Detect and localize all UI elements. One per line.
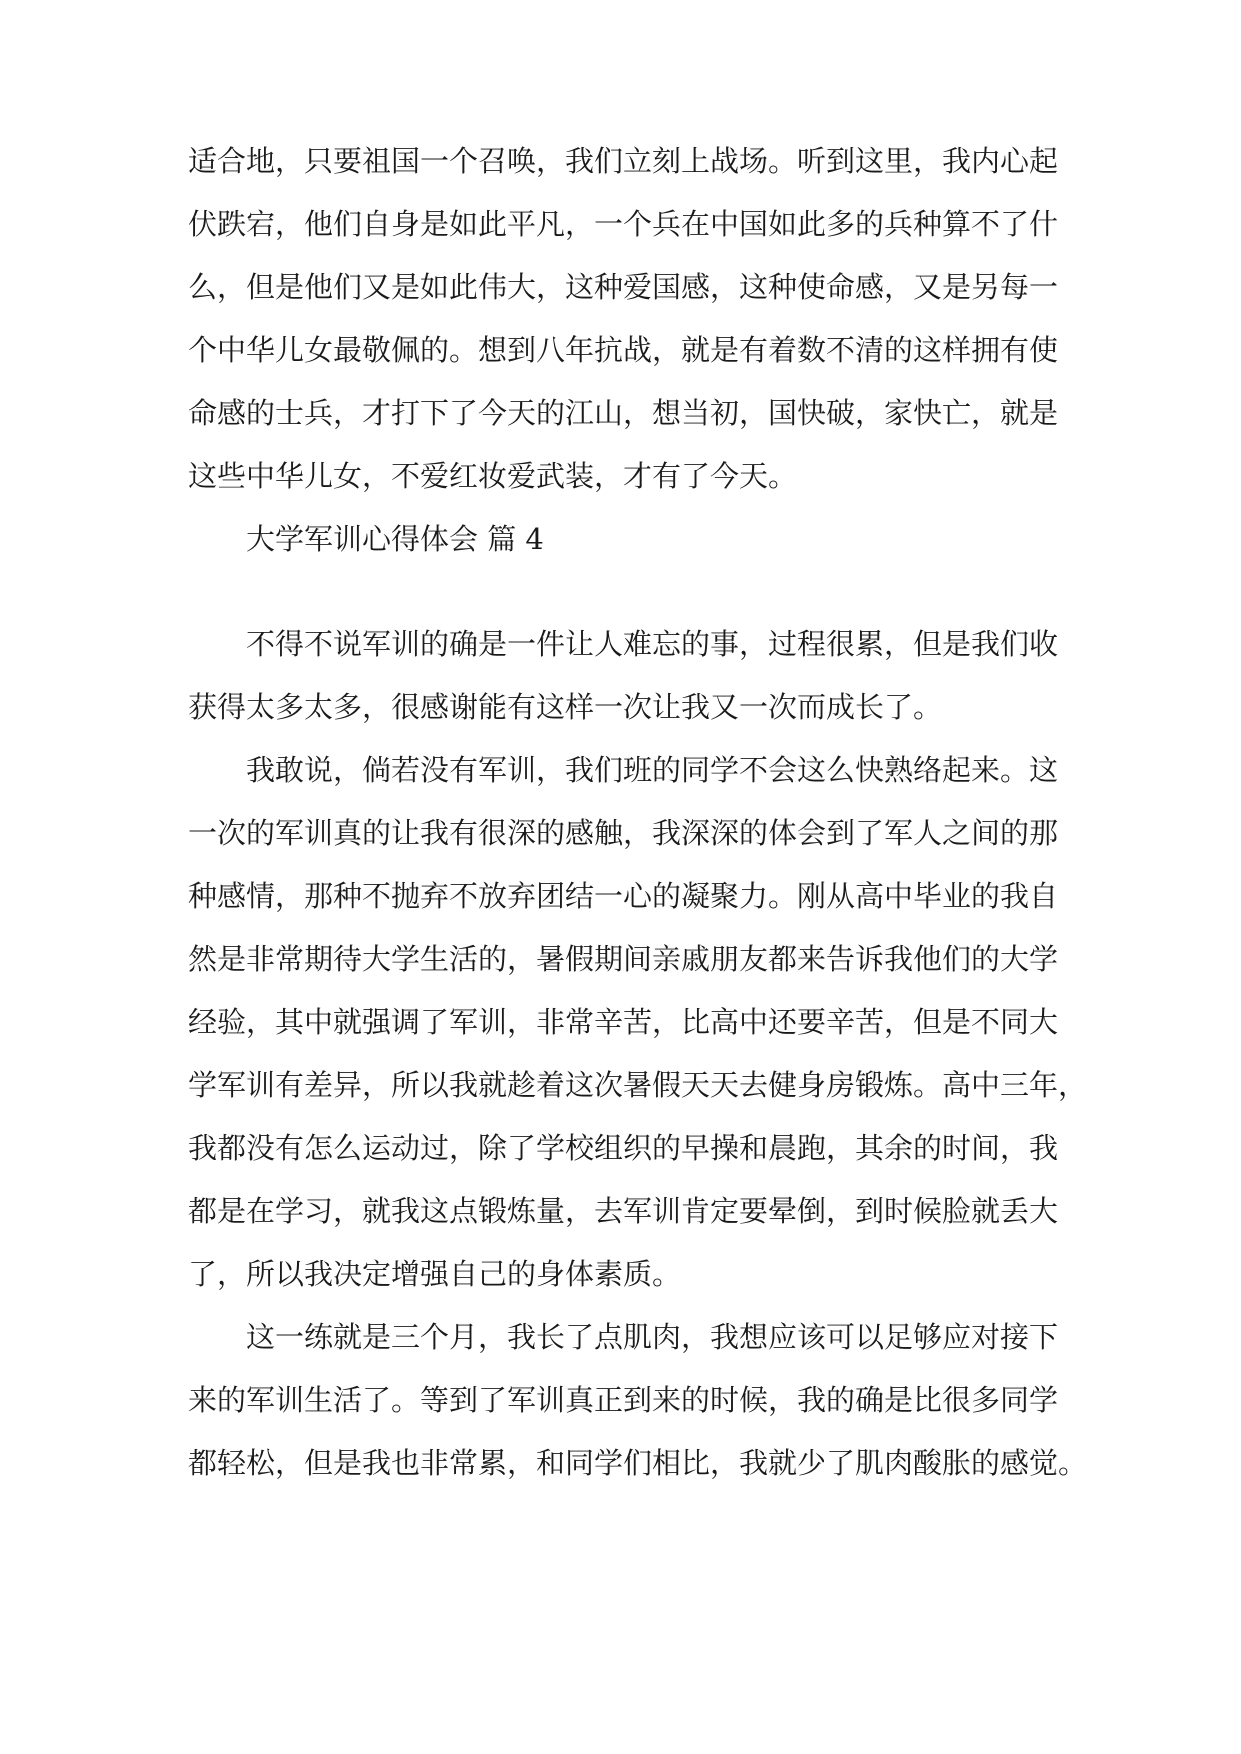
text-line: 我都没有怎么运动过，除了学校组织的早操和晨跑，其余的时间，我: [188, 1131, 1059, 1165]
text-line: 都轻松，但是我也非常累，和同学们相比，我就少了肌肉酸胀的感觉。: [188, 1446, 1088, 1480]
text-line: 都是在学习，就我这点锻炼量，去军训肯定要晕倒，到时候脸就丢大: [188, 1194, 1059, 1228]
text-line: 种感情，那种不抛弃不放弃团结一心的凝聚力。刚从高中毕业的我自: [188, 879, 1059, 913]
section-heading: 大学军训心得体会 篇 4: [246, 522, 544, 556]
text-line: 了，所以我决定增强自己的身体素质。: [188, 1257, 682, 1291]
text-line: 来的军训生活了。等到了军训真正到来的时候，我的确是比很多同学: [188, 1383, 1059, 1417]
text-line: 获得太多太多，很感谢能有这样一次让我又一次而成长了。: [188, 690, 943, 724]
text-line: 我敢说，倘若没有军训，我们班的同学不会这么快熟络起来。这: [246, 753, 1059, 787]
text-line: 学军训有差异，所以我就趁着这次暑假天天去健身房锻炼。高中三年，: [188, 1068, 1088, 1102]
text-line: 不得不说军训的确是一件让人难忘的事，过程很累，但是我们收: [246, 627, 1059, 661]
text-line: 命感的士兵，才打下了今天的江山，想当初，国快破，家快亡，就是: [188, 396, 1059, 430]
text-line: 经验，其中就强调了军训，非常辛苦，比高中还要辛苦，但是不同大: [188, 1005, 1059, 1039]
text-line: 么，但是他们又是如此伟大，这种爱国感，这种使命感，又是另每一: [188, 270, 1059, 304]
text-line: 这一练就是三个月，我长了点肌肉，我想应该可以足够应对接下: [246, 1320, 1059, 1354]
text-line: 适合地，只要祖国一个召唤，我们立刻上战场。听到这里，我内心起: [188, 144, 1059, 178]
text-line: 伏跌宕，他们自身是如此平凡，一个兵在中国如此多的兵种算不了什: [188, 207, 1059, 241]
text-line: 这些中华儿女，不爱红妆爱武装，才有了今天。: [188, 459, 798, 493]
text-line: 一次的军训真的让我有很深的感触，我深深的体会到了军人之间的那: [188, 816, 1059, 850]
text-line: 个中华儿女最敬佩的。想到八年抗战，就是有着数不清的这样拥有使: [188, 333, 1059, 367]
text-line: 然是非常期待大学生活的，暑假期间亲戚朋友都来告诉我他们的大学: [188, 942, 1059, 976]
